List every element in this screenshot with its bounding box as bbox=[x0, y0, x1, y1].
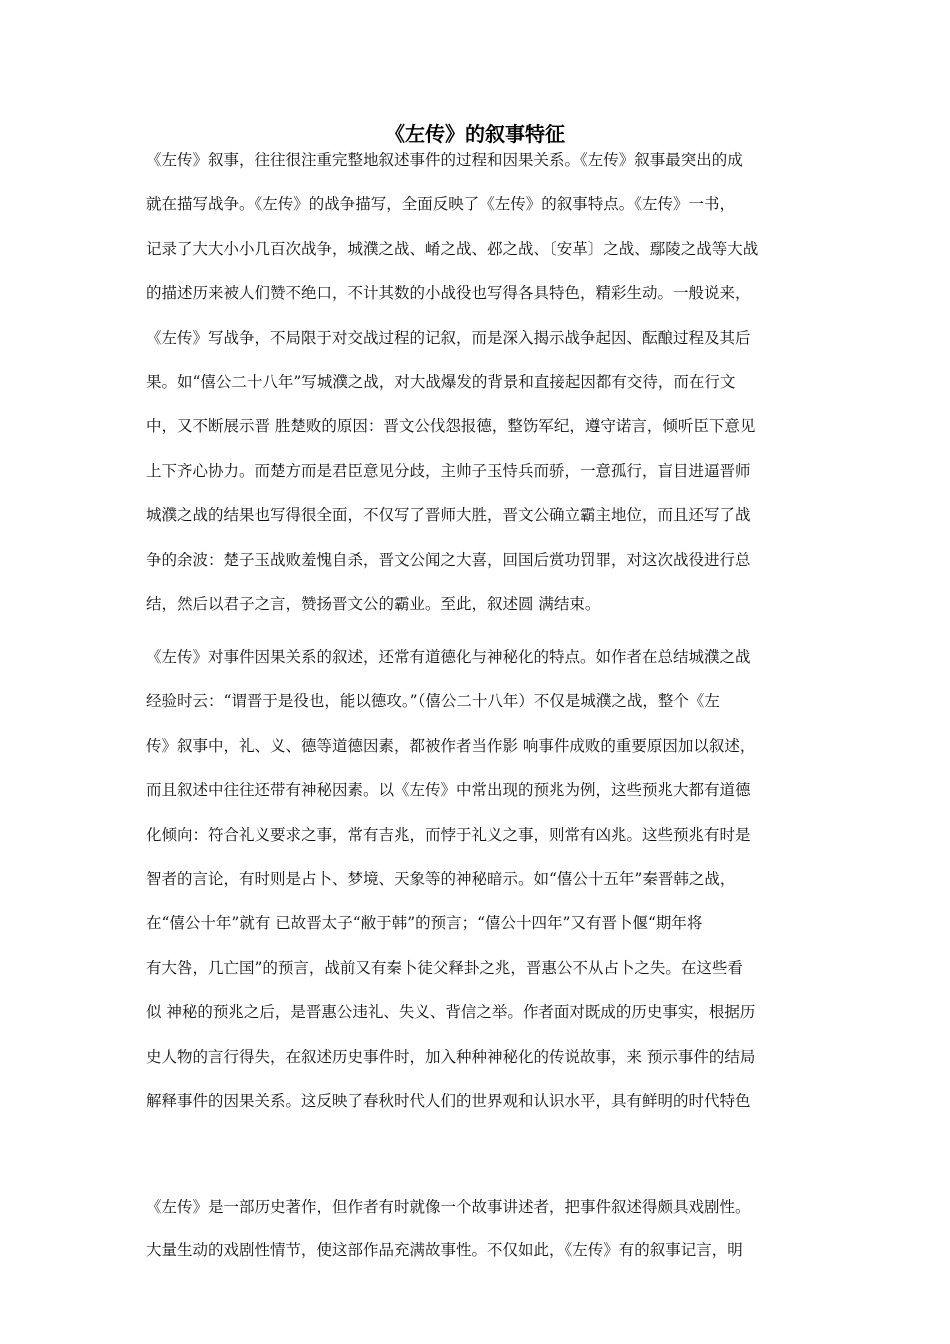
paragraph-2-line-8: 有大咎，几亡国”的预言，战前又有秦卜徒父释卦之兆，晋惠公不从占卜之失。在这些看 bbox=[146, 959, 743, 977]
paragraph-2-line-9: 似 神秘的预兆之后，是晋惠公违礼、失义、背信之举。作者面对既成的历史事实，根据历 bbox=[146, 1003, 756, 1021]
paragraph-3-line-1: 《左传》是一部历史著作，但作者有时就像一个故事讲述者，把事件叙述得颇具戏剧性。 bbox=[146, 1198, 751, 1216]
paragraph-2-line-6: 智者的言论，有时则是占卜、梦境、天象等的神秘暗示。如“僖公十五年”秦晋韩之战， bbox=[146, 870, 736, 888]
paragraph-1-line-10: 争的余波：楚子玉战败羞愧自杀，晋文公闻之大喜，回国后赏功罚罪，对这次战役进行总 bbox=[146, 551, 751, 569]
paragraph-2-line-10: 史人物的言行得失，在叙述历史事件时，加入种种神秘化的传说故事，来 预示事件的结局 bbox=[146, 1048, 756, 1066]
paragraph-1-line-3: 记录了大大小小几百次战争，城濮之战、崤之战、邲之战、〔安革〕之战、鄢陵之战等大战 bbox=[146, 240, 759, 258]
paragraph-2-line-1: 《左传》对事件因果关系的叙述，还常有道德化与神秘化的特点。如作者在总结城濮之战 bbox=[146, 648, 751, 666]
paragraph-1-line-2: 就在描写战争。《左传》的战争描写，全面反映了《左传》的叙事特点。《左传》一书， bbox=[146, 195, 736, 213]
paragraph-1-line-5: 《左传》写战争，不局限于对交战过程的记叙，而是深入揭示战争起因、酝酿过程及其后 bbox=[146, 329, 751, 347]
document-title: 《左传》的叙事特征 bbox=[385, 122, 565, 146]
paragraph-1-line-11: 结，然后以君子之言，赞扬晋文公的霸业。至此，叙述圆 满结束。 bbox=[146, 595, 601, 613]
paragraph-2-line-3: 传》叙事中，礼、义、德等道德因素，都被作者当作影 响事件成败的重要原因加以叙述， bbox=[146, 737, 756, 755]
paragraph-1-line-4: 的描述历来被人们赞不绝口，不计其数的小战役也写得各具特色，精彩生动。一般说来， bbox=[146, 284, 751, 302]
paragraph-2-line-11: 解释事件的因果关系。这反映了春秋时代人们的世界观和认识水平，具有鲜明的时代特色 bbox=[146, 1092, 751, 1110]
paragraph-1-line-8: 上下齐心协力。而楚方而是君臣意见分歧，主帅子玉恃兵而骄，一意孤行，盲目进逼晋师 bbox=[146, 462, 751, 480]
paragraph-1-line-7: 中，又不断展示晋 胜楚败的原因：晋文公伐怨报德，整饬军纪，遵守诺言，倾听臣下意见 bbox=[146, 417, 756, 435]
paragraph-2-line-5: 化倾向：符合礼义要求之事，常有吉兆，而悖于礼义之事，则常有凶兆。这些预兆有时是 bbox=[146, 826, 751, 844]
paragraph-2-line-4: 而且叙述中往往还带有神秘因素。以《左传》中常出现的预兆为例，这些预兆大都有道德 bbox=[146, 781, 751, 799]
paragraph-2-line-7: 在“僖公十年”就有 已故晋太子“敝于韩”的预言；“僖公十四年”又有晋卜偃“期年将 bbox=[146, 914, 703, 932]
paragraph-1-line-9: 城濮之战的结果也写得很全面，不仅写了晋师大胜，晋文公确立霸主地位，而且还写了战 bbox=[146, 506, 751, 524]
paragraph-1-line-1: 《左传》叙事，往往很注重完整地叙述事件的过程和因果关系。《左传》叙事最突出的成 bbox=[146, 151, 743, 169]
paragraph-1-line-6: 果。如“僖公二十八年”写城濮之战，对大战爆发的背景和直接起因都有交待，而在行文 bbox=[146, 373, 736, 391]
paragraph-3-line-2: 大量生动的戏剧性情节，使这部作品充满故事性。不仅如此，《左传》有的叙事记言，明 bbox=[146, 1241, 743, 1259]
paragraph-2-line-2: 经验时云：“谓晋于是役也，能以德攻。”（僖公二十八年）不仅是城濮之战，整个《左 bbox=[146, 692, 720, 710]
